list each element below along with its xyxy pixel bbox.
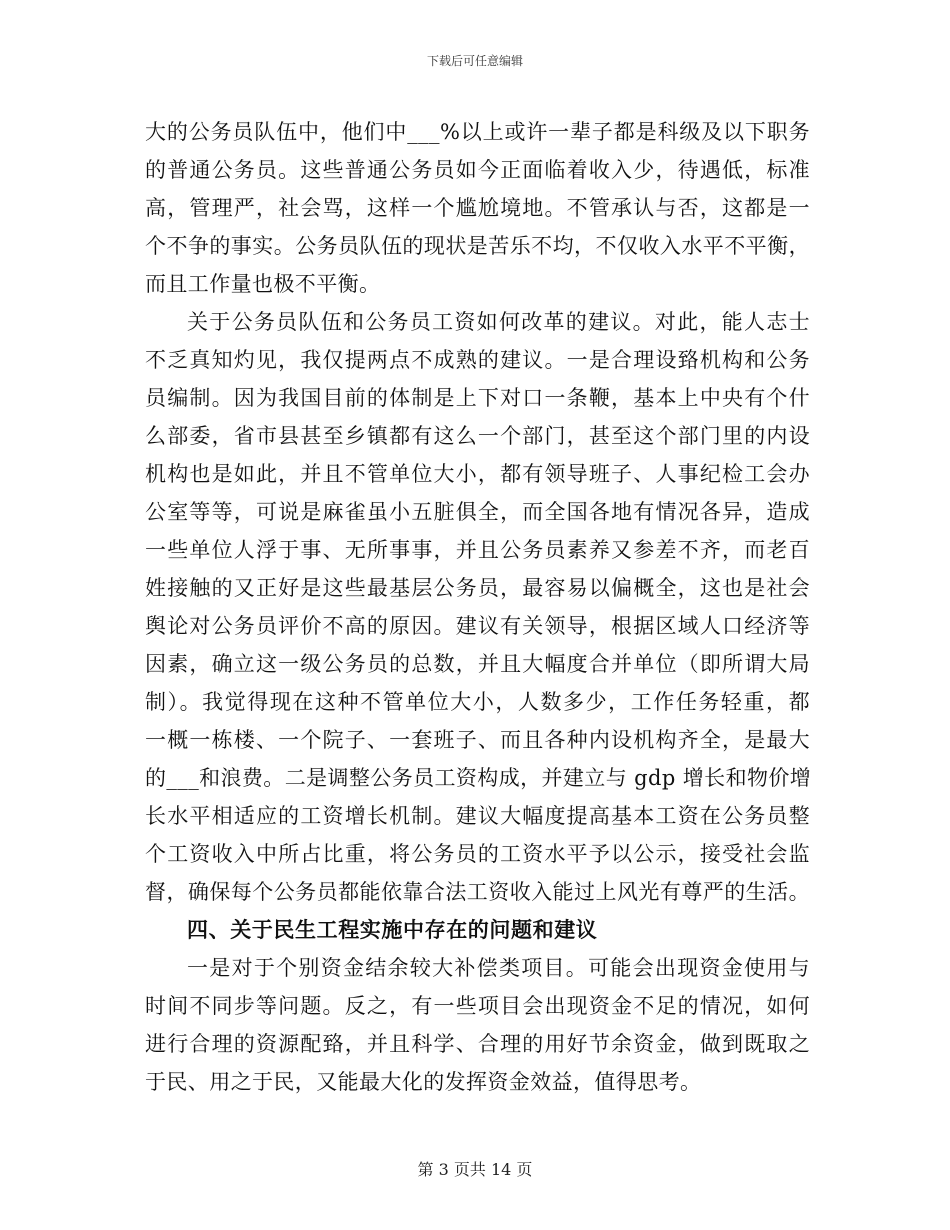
section-heading: 四、关于民生工程实施中存在的问题和建议 <box>187 918 598 942</box>
text-line: 舆论对公务员评价不高的原因。建议有关领导，根据区域人口经济等 <box>145 614 810 638</box>
text-line: 于民、用之于民，又能最大化的发挥资金效益，值得思考。 <box>145 1070 702 1094</box>
text-line: 长水平相适应的工资增长机制。建议大幅度提高基本工资在公务员整 <box>145 804 810 828</box>
text-line: 么部委，省市县甚至乡镇都有这么一个部门，甚至这个部门里的内设 <box>145 424 810 448</box>
text-line: 个工资收入中所占比重，将公务员的工资水平予以公示，接受社会监 <box>145 842 810 866</box>
text-line: 督，确保每个公务员都能依靠合法工资收入能过上风光有尊严的生活。 <box>145 880 810 904</box>
page-header: 下载后可任意编辑 <box>426 54 523 68</box>
text-line: 员编制。因为我国目前的体制是上下对口一条鞭，基本上中央有个什 <box>145 386 810 410</box>
text-line: 的普通公务员。这些普通公务员如今正面临着收入少，待遇低，标准 <box>145 158 810 182</box>
document-body <box>145 113 810 1101</box>
text-line: 因素，确立这一级公务员的总数，并且大幅度合并单位（即所谓大局 <box>145 652 810 676</box>
text-line: 一些单位人浮于事、无所事事，并且公务员素养又参差不齐，而老百 <box>145 538 810 562</box>
text-line: 关于公务员队伍和公务员工资如何改革的建议。对此，能人志士 <box>187 310 810 334</box>
text-line: 姓接触的又正好是这些最基层公务员，最容易以偏概全，这也是社会 <box>145 576 810 600</box>
text-line: 一概一栋楼、一个院子、一套班子、而且各种内设机构齐全，是最大 <box>145 728 810 752</box>
text-line: 而且工作量也极不平衡。 <box>145 272 381 296</box>
text-line: 的___和浪费。二是调整公务员工资构成，并建立与 gdp 增长和物价增 <box>145 766 812 790</box>
text-line: 不乏真知灼见，我仅提两点不成熟的建议。一是合理设臵机构和公务 <box>145 348 810 372</box>
text-line: 个不争的事实。公务员队伍的现状是苦乐不均，不仅收入水平不平衡， <box>145 234 810 258</box>
text-line: 公室等等，可说是麻雀虽小五脏俱全，而全国各地有情况各异，造成 <box>145 500 810 524</box>
page-footer: 第 3 页共 14 页 <box>417 1160 533 1179</box>
text-line: 一是对于个别资金结余较大补偿类项目。可能会出现资金使用与 <box>187 956 810 980</box>
text-line: 大的公务员队伍中，他们中___%以上或许一辈子都是科级及以下职务 <box>145 120 810 144</box>
text-line: 进行合理的资源配臵，并且科学、合理的用好节余资金，做到既取之 <box>145 1032 810 1056</box>
text-line: 机构也是如此，并且不管单位大小，都有领导班子、人事纪检工会办 <box>145 462 810 486</box>
text-line: 高，管理严，社会骂，这样一个尴尬境地。不管承认与否，这都是一 <box>145 196 810 220</box>
text-line: 制）。我觉得现在这种不管单位大小，人数多少，工作任务轻重，都 <box>145 690 810 714</box>
text-line: 时间不同步等问题。反之，有一些项目会出现资金不足的情况，如何 <box>145 994 810 1018</box>
